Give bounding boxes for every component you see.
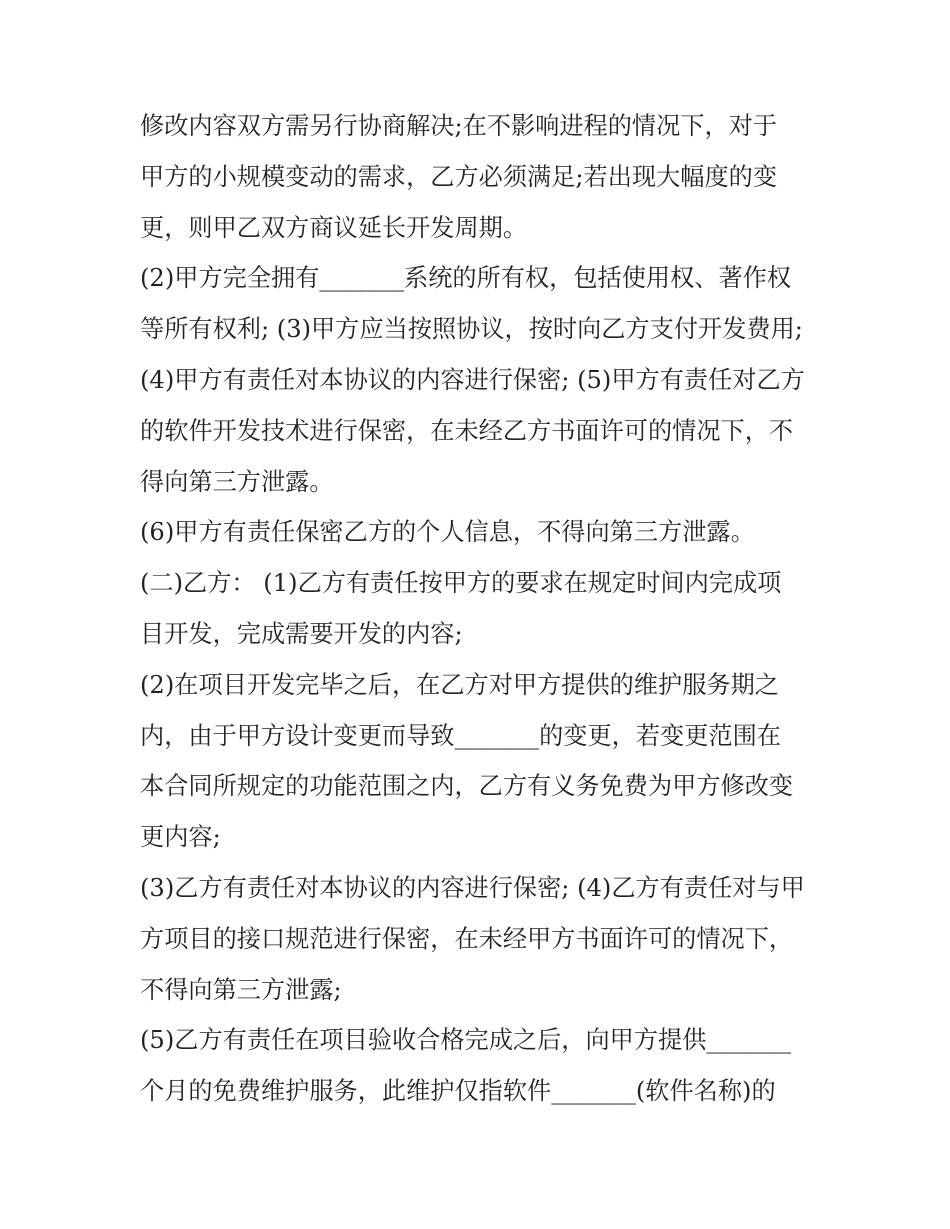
text-line: (6)甲方有责任保密乙方的个人信息，不得向第三方泄露。	[140, 518, 755, 547]
text-line: (3)乙方有责任对本协议的内容进行保密; (4)乙方有责任对与甲	[140, 873, 805, 902]
text-line: (4)甲方有责任对本协议的内容进行保密; (5)甲方有责任对乙方	[140, 365, 805, 394]
text-line: 的软件开发技术进行保密，在未经乙方书面许可的情况下，不	[140, 416, 794, 445]
text-line: 修改内容双方需另行协商解决;在不影响进程的情况下，对于	[140, 112, 778, 140]
text-line: (5)乙方有责任在项目验收合格完成之后，向甲方提供_______	[140, 1026, 792, 1055]
contract-text-body	[140, 101, 815, 1117]
text-line: 更，则甲乙双方商议延长开发周期。	[140, 213, 528, 242]
text-line: 等所有权利; (3)甲方应当按照协议，按时向乙方支付开发费用;	[140, 315, 803, 344]
text-line: 更内容;	[140, 823, 221, 852]
text-line: (2)在项目开发完毕之后，在乙方对甲方提供的维护服务期之	[140, 670, 779, 699]
text-line: (2)甲方完全拥有_______系统的所有权，包括使用权、著作权	[140, 264, 792, 293]
text-line: (二)乙方： (1)乙方有责任按甲方的要求在规定时间内完成项	[140, 569, 782, 598]
text-line: 不得向第三方泄露;	[140, 975, 342, 1004]
text-line: 得向第三方泄露。	[140, 467, 334, 496]
text-line: 目开发，完成需要开发的内容;	[140, 619, 463, 648]
text-line: 甲方的小规模变动的需求，乙方必须满足;若出现大幅度的变	[140, 162, 778, 191]
text-line: 本合同所规定的功能范围之内，乙方有义务免费为甲方修改变	[140, 772, 794, 801]
text-line: 方项目的接口规范进行保密，在未经甲方书面许可的情况下，	[140, 924, 794, 953]
text-line: 内，由于甲方设计变更而导致_______的变更，若变更范围在	[140, 721, 781, 750]
text-line: 个月的免费维护服务，此维护仅指软件_______(软件名称)的	[140, 1077, 776, 1106]
